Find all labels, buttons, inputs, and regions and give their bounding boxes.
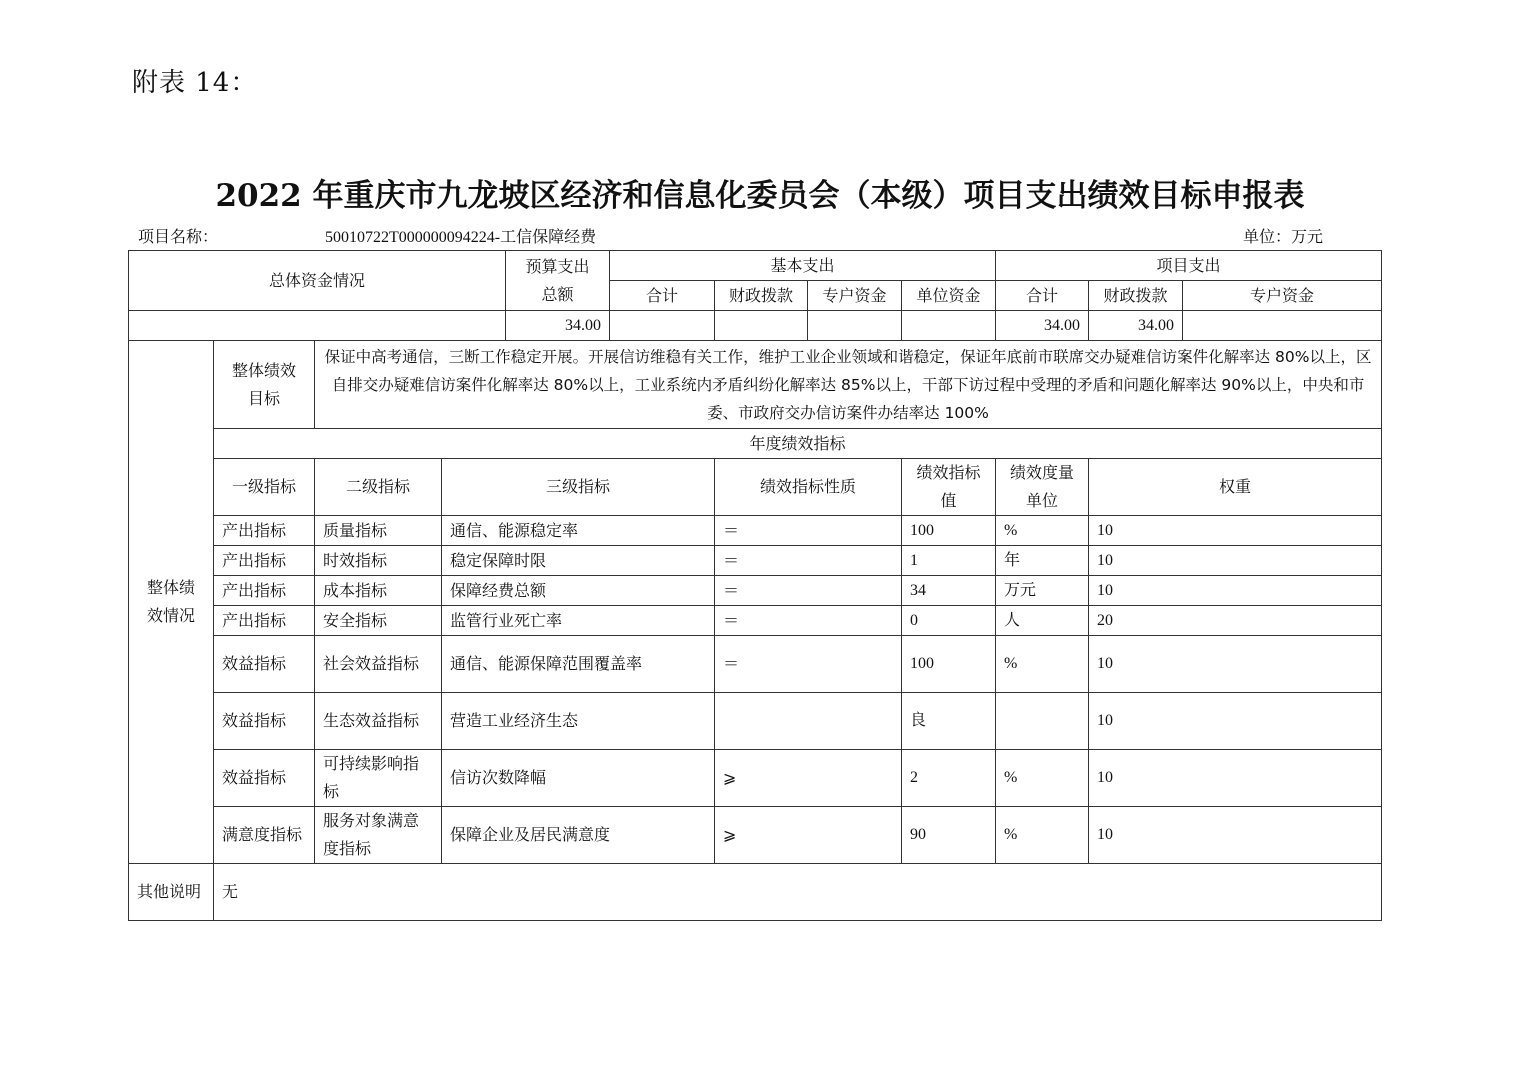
unit-label: 单位：万元 bbox=[1243, 227, 1324, 246]
funds-section-label: 总体资金情况 bbox=[129, 251, 506, 311]
nature-cell: ＝ bbox=[715, 576, 902, 606]
project-total-value: 34.00 bbox=[996, 311, 1089, 341]
level3-cell: 保障企业及居民满意度 bbox=[442, 807, 715, 864]
level3-cell: 稳定保障时限 bbox=[442, 546, 715, 576]
table-row bbox=[129, 606, 1382, 636]
unit-cell: 年 bbox=[996, 546, 1089, 576]
level1-cell: 效益指标 bbox=[214, 750, 315, 807]
budget-total-value: 34.00 bbox=[506, 311, 610, 341]
annex-label: 附表 14： bbox=[132, 68, 258, 98]
weight-cell: 20 bbox=[1089, 606, 1382, 636]
unit-header bbox=[996, 459, 1089, 516]
level3-cell: 营造工业经济生态 bbox=[442, 693, 715, 750]
level1-header: 一级指标 bbox=[214, 459, 315, 516]
level3-cell: 保障经费总额 bbox=[442, 576, 715, 606]
level3-cell: 监管行业死亡率 bbox=[442, 606, 715, 636]
budget-total-label-line1: 预算支出 bbox=[525, 256, 590, 276]
nature-cell: ＝ bbox=[715, 606, 902, 636]
nature-cell: ＝ bbox=[715, 516, 902, 546]
basic-fiscal-value bbox=[715, 311, 808, 341]
level3-cell: 通信、能源稳定率 bbox=[442, 516, 715, 546]
performance-report-table bbox=[128, 250, 1382, 921]
project-name-label: 项目名称： bbox=[138, 227, 219, 246]
nature-cell: ＝ bbox=[715, 636, 902, 693]
weight-cell: 10 bbox=[1089, 807, 1382, 864]
level2-cell: 生态效益指标 bbox=[315, 693, 442, 750]
project-name-value: 50010722T000000094224-工信保障经费 bbox=[325, 229, 597, 246]
level1-cell: 产出指标 bbox=[214, 546, 315, 576]
basic-total-value bbox=[610, 311, 715, 341]
level1-cell: 满意度指标 bbox=[214, 807, 315, 864]
value-cell: 0 bbox=[902, 606, 996, 636]
project-fiscal-value: 34.00 bbox=[1089, 311, 1183, 341]
overall-goal-row bbox=[129, 341, 1382, 429]
value-cell: 100 bbox=[902, 636, 996, 693]
nature-cell: ⩾ bbox=[715, 750, 902, 807]
project-fiscal-header: 财政拨款 bbox=[1089, 281, 1183, 311]
project-special-value bbox=[1183, 311, 1382, 341]
other-notes-row bbox=[129, 864, 1382, 921]
value-cell: 100 bbox=[902, 516, 996, 546]
unit-cell: % bbox=[996, 807, 1089, 864]
value-cell: 90 bbox=[902, 807, 996, 864]
level1-cell: 效益指标 bbox=[214, 693, 315, 750]
nature-cell: ＝ bbox=[715, 546, 902, 576]
unit-cell: 万元 bbox=[996, 576, 1089, 606]
level2-cell: 质量指标 bbox=[315, 516, 442, 546]
funds-values-row bbox=[129, 311, 1382, 341]
table-row bbox=[129, 546, 1382, 576]
level3-cell: 通信、能源保障范围覆盖率 bbox=[442, 636, 715, 693]
level1-cell: 产出指标 bbox=[214, 606, 315, 636]
table-row bbox=[129, 516, 1382, 546]
unit-cell: % bbox=[996, 516, 1089, 546]
other-notes-label: 其他说明 bbox=[129, 864, 214, 921]
weight-header: 权重 bbox=[1089, 459, 1382, 516]
level2-header: 二级指标 bbox=[315, 459, 442, 516]
weight-cell: 10 bbox=[1089, 576, 1382, 606]
value-cell: 2 bbox=[902, 750, 996, 807]
budget-total-label-line2: 总额 bbox=[541, 284, 574, 304]
value-cell: 良 bbox=[902, 693, 996, 750]
funds-header-row-1 bbox=[129, 251, 1382, 281]
nature-cell: ⩾ bbox=[715, 807, 902, 864]
level1-cell: 效益指标 bbox=[214, 636, 315, 693]
page-title: 2022 年重庆市九龙坡区经济和信息化委员会（本级）项目支出绩效目标申报表 bbox=[215, 178, 1305, 214]
value-header-line1: 绩效指标 bbox=[916, 463, 981, 482]
value-cell: 1 bbox=[902, 546, 996, 576]
basic-unit-value bbox=[902, 311, 996, 341]
performance-label-line2: 效情况 bbox=[146, 606, 195, 625]
unit-cell: % bbox=[996, 636, 1089, 693]
unit-header-line2: 单位 bbox=[1026, 491, 1059, 510]
basic-special-header: 专户资金 bbox=[808, 281, 902, 311]
level2-cell: 时效指标 bbox=[315, 546, 442, 576]
unit-header-line1: 绩效度量 bbox=[1010, 463, 1075, 482]
weight-cell: 10 bbox=[1089, 693, 1382, 750]
weight-cell: 10 bbox=[1089, 516, 1382, 546]
table-row bbox=[129, 576, 1382, 606]
unit-cell: % bbox=[996, 750, 1089, 807]
level1-cell: 产出指标 bbox=[214, 576, 315, 606]
performance-section-label bbox=[129, 341, 214, 864]
project-special-header: 专户资金 bbox=[1183, 281, 1382, 311]
other-notes-value: 无 bbox=[214, 864, 1382, 921]
value-header bbox=[902, 459, 996, 516]
level2-cell: 社会效益指标 bbox=[315, 636, 442, 693]
level2-cell: 可持续影响指标 bbox=[315, 750, 442, 807]
annual-indicators-label: 年度绩效指标 bbox=[214, 429, 1382, 459]
weight-cell: 10 bbox=[1089, 546, 1382, 576]
goal-label-line1: 整体绩效 bbox=[231, 360, 296, 380]
performance-label-line1: 整体绩 bbox=[146, 578, 195, 597]
indicator-header-row bbox=[129, 459, 1382, 516]
funds-spacer bbox=[129, 311, 506, 341]
table-row bbox=[129, 807, 1382, 864]
level2-cell: 成本指标 bbox=[315, 576, 442, 606]
unit-cell bbox=[996, 693, 1089, 750]
level2-cell: 安全指标 bbox=[315, 606, 442, 636]
basic-special-value bbox=[808, 311, 902, 341]
basic-fiscal-header: 财政拨款 bbox=[715, 281, 808, 311]
annual-indicators-row bbox=[129, 429, 1382, 459]
value-cell: 34 bbox=[902, 576, 996, 606]
table-row bbox=[129, 693, 1382, 750]
project-total-header: 合计 bbox=[996, 281, 1089, 311]
level3-header: 三级指标 bbox=[442, 459, 715, 516]
table-row bbox=[129, 636, 1382, 693]
goal-label-line2: 目标 bbox=[247, 388, 280, 408]
level2-cell: 服务对象满意度指标 bbox=[315, 807, 442, 864]
weight-cell: 10 bbox=[1089, 636, 1382, 693]
unit-cell: 人 bbox=[996, 606, 1089, 636]
basic-unit-header: 单位资金 bbox=[902, 281, 996, 311]
overall-goal-label bbox=[214, 341, 315, 429]
basic-total-header: 合计 bbox=[610, 281, 715, 311]
level3-cell: 信访次数降幅 bbox=[442, 750, 715, 807]
nature-header: 绩效指标性质 bbox=[715, 459, 902, 516]
nature-cell bbox=[715, 693, 902, 750]
value-header-line2: 值 bbox=[940, 491, 957, 510]
table-row bbox=[129, 750, 1382, 807]
level1-cell: 产出指标 bbox=[214, 516, 315, 546]
weight-cell: 10 bbox=[1089, 750, 1382, 807]
overall-goal-text: 保证中高考通信，三断工作稳定开展。开展信访维稳有关工作，维护工业企业领域和谐稳定，保证年底前市联席交办疑难信访案件化解率达 80%以上，区自排交办疑难信访案件化解率达 80%以上，工业系统内矛盾纠纷化解率达 85%以上，干部下访过程中受理的矛盾和问题化解率达 90%以上，中央和市委、市政府交办信访案件办结率达 100% bbox=[315, 341, 1382, 429]
basic-expense-header: 基本支出 bbox=[610, 251, 996, 281]
budget-total-header bbox=[506, 251, 610, 311]
project-expense-header: 项目支出 bbox=[996, 251, 1382, 281]
